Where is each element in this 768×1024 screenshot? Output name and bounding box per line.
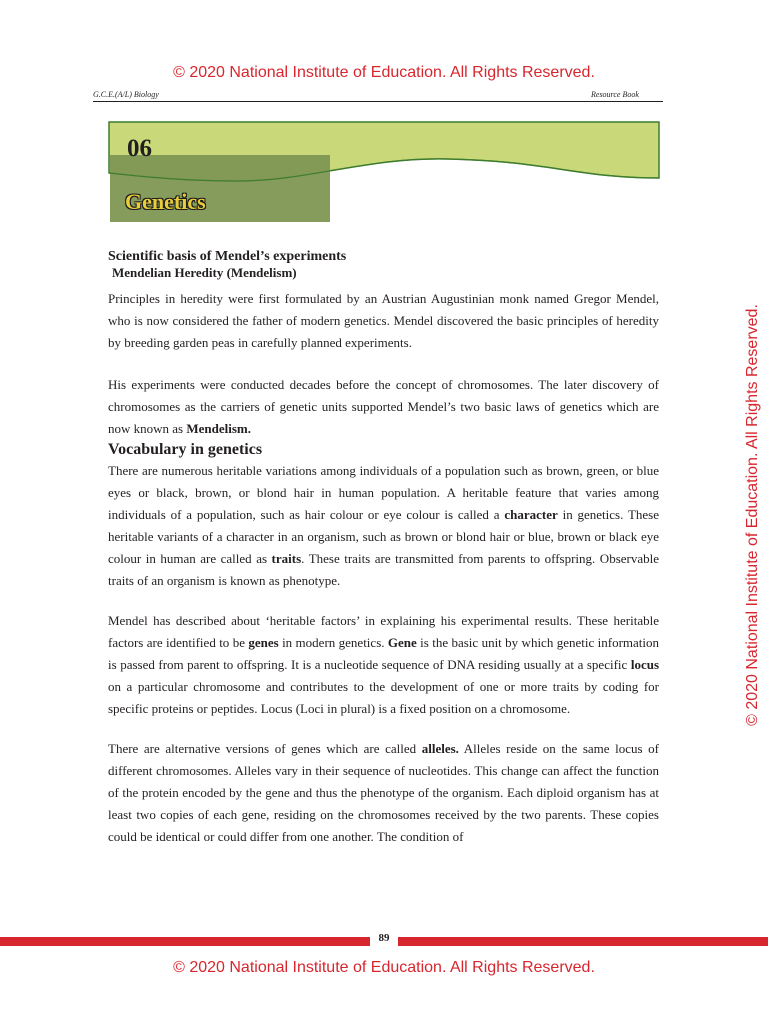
paragraph-genes: Mendel has described about ‘heritable factors’ in explaining his experimental results. These heritable factors are identified to be genes in modern genetics. Gene is the basic unit by which genetic information is passed from parent to offspring. It is a nucleotide sequence of DNA residing usually at a specific locus on a particular chromosome and contributes to the development of one or more traits by coding for specific proteins or peptides. Locus (Loci in plural) is a fixed position on a chromosome. bbox=[108, 613, 659, 716]
term-locus: locus bbox=[630, 657, 659, 672]
running-head-subject: G.C.E.(A/L) Biology bbox=[93, 90, 159, 99]
chapter-number: 06 bbox=[127, 135, 152, 162]
section-heading: Scientific basis of Mendel’s experiments bbox=[108, 249, 347, 264]
copyright-notice-side: © 2020 National Institute of Education. All Rights Reserved. bbox=[744, 304, 761, 726]
footer-bar-left bbox=[0, 937, 370, 946]
term-genes: genes bbox=[248, 635, 279, 650]
footer-bar-right bbox=[398, 937, 768, 946]
copyright-notice-top: © 2020 National Institute of Education. All Rights Reserved. bbox=[173, 64, 595, 81]
header-rule bbox=[93, 101, 663, 102]
vocabulary-heading: Vocabulary in genetics bbox=[108, 441, 263, 458]
term-alleles: alleles. bbox=[421, 741, 459, 756]
running-head-book: Resource Book bbox=[591, 90, 639, 99]
page-number: 89 bbox=[378, 932, 390, 944]
paragraph-characters-traits: There are numerous heritable variations among individuals of a population such as brown, green, or blue eyes or black, brown, or blond hair in human population. A heritable feature that varies among individuals of a population, such as hair colour or eye colour is called a character in genetics. These heritable variants of a character in an organism, such as brown or blond hair or blue, brown or black eye colour in human are called as traits. These traits are transmitted from parents to offspring. Observable traits of an organism is known as phenotype. bbox=[108, 463, 660, 588]
paragraph-heredity-principles: Principles in heredity were first formulated by an Austrian Augustinian monk named Gregor Mendel, who is now considered the father of modern genetics. Mendel discovered the basic principles of heredity by breeding garden peas in carefully planned experiments. bbox=[108, 291, 659, 350]
paragraph-alleles: There are alternative versions of genes which are called alleles. Alleles reside on the same locus of different chromosomes. Alleles vary in their sequence of nucleotides. This change can affect the function of the protein encoded by the gene and thus the phenotype of the organism. Each diploid organism has at least two copies of each gene, residing on the chromosomes received by the two parents. These copies could be identical or could differ from one another. The condition of bbox=[108, 741, 659, 844]
copyright-notice-bottom: © 2020 National Institute of Education. All Rights Reserved. bbox=[173, 959, 595, 976]
term-gene: Gene bbox=[387, 635, 417, 650]
section-subheading: Mendelian Heredity (Mendelism) bbox=[112, 265, 297, 280]
paragraph-chromosomes: His experiments were conducted decades before the concept of chromosomes. The later discovery of chromosomes as the carriers of genetic units supported Mendel’s two basic laws of genetics which are now known as Mendelism. bbox=[108, 377, 659, 436]
term-character: character bbox=[504, 507, 558, 522]
term-mendelism: Mendelism. bbox=[186, 421, 251, 436]
chapter-title: Genetics bbox=[125, 189, 206, 214]
page-body bbox=[108, 249, 659, 848]
term-traits: traits bbox=[271, 551, 302, 566]
